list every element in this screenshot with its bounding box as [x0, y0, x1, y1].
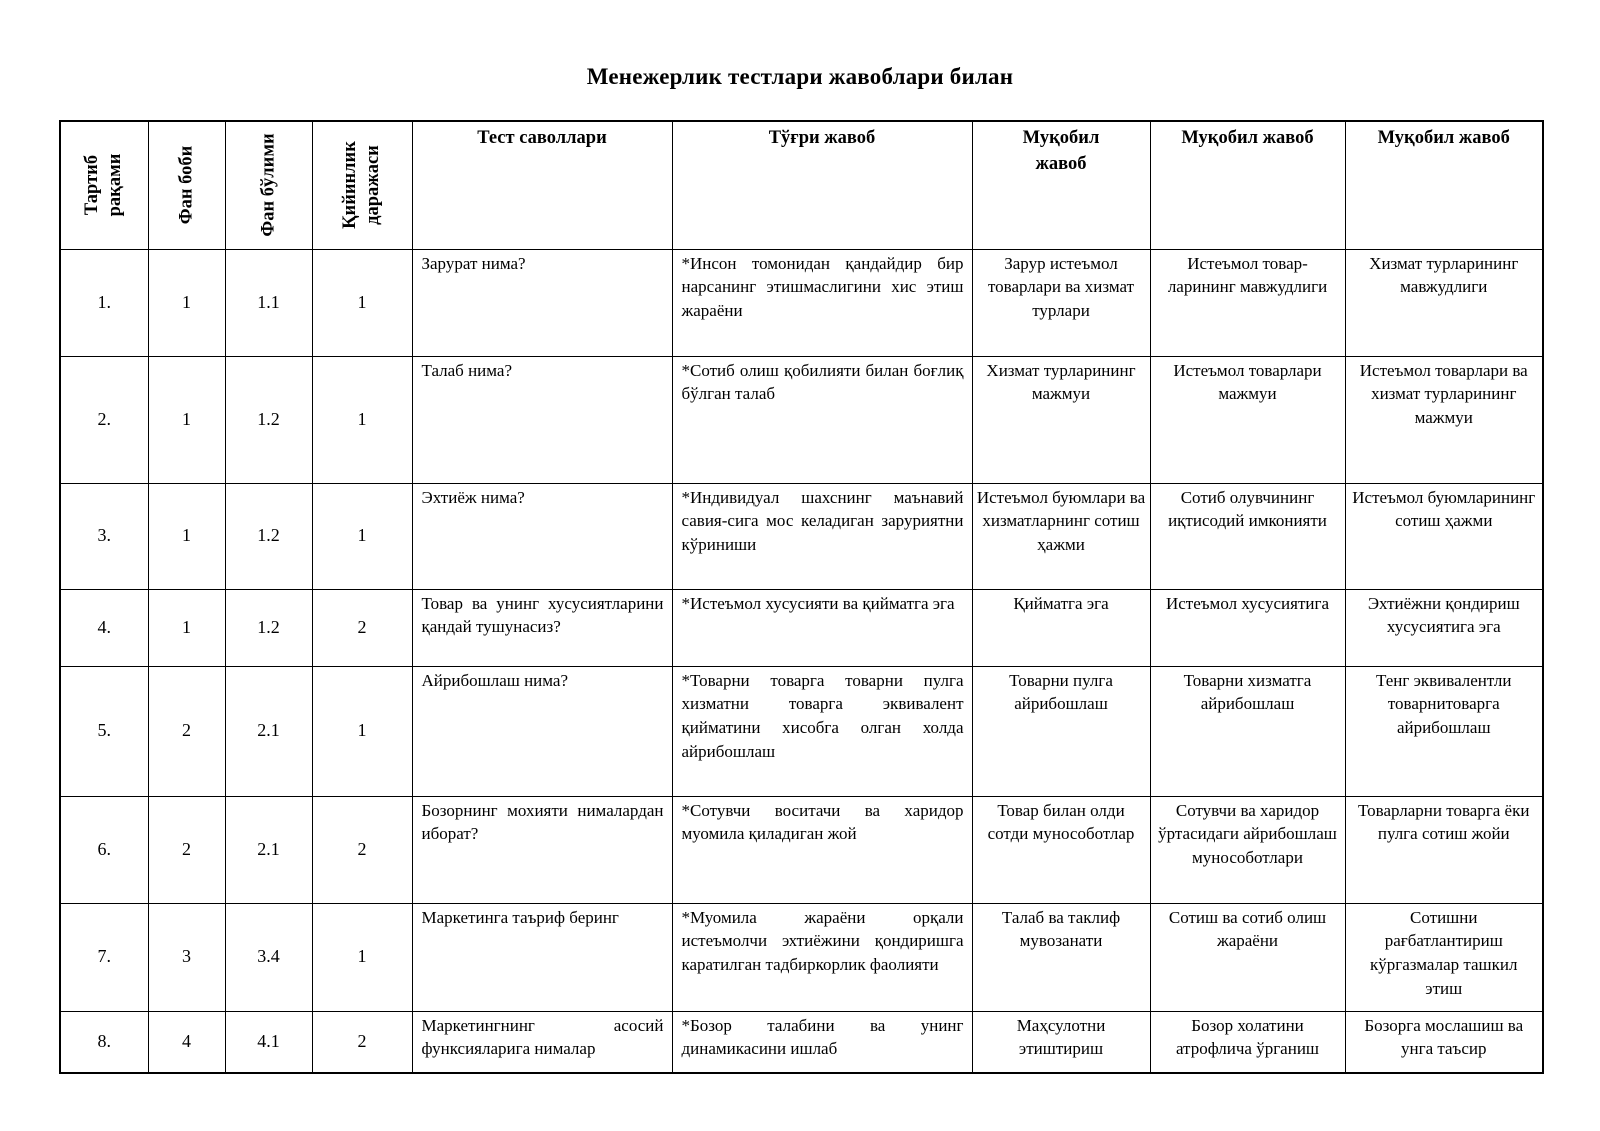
header-row [60, 121, 1543, 249]
cell-question: Товар ва унинг хусусиятларини қандай тушунасиз? [412, 589, 672, 666]
cell-subject-section: 1.2 [225, 483, 312, 589]
cell-subject-chapter: 1 [148, 356, 225, 483]
cell-alternative-answer-2: Бозор холатини атрофлича ўрганиш [1150, 1011, 1345, 1073]
table-header [60, 121, 1543, 249]
cell-alternative-answer-3: Эхтиёжни қондириш хусусиятига эга [1345, 589, 1543, 666]
header-order-number-label: Тартиб рақами [82, 153, 126, 217]
cell-question: Маркетинга таъриф беринг [412, 903, 672, 1011]
cell-subject-chapter: 2 [148, 796, 225, 903]
header-alternative-answer-2: Муқобил жавоб [1150, 121, 1345, 249]
cell-alternative-answer-3: Тенг эквивалентли товарнитоварга айрибошлаш [1345, 666, 1543, 796]
test-answers-table [59, 120, 1544, 1074]
table-row [60, 903, 1543, 1011]
cell-alternative-answer-1: Зарур истеъмол товарлари ва хизмат турлари [972, 249, 1150, 356]
cell-question: Бозорнинг мохияти нималардан иборат? [412, 796, 672, 903]
header-alternative-answer-1: Муқобил жавоб [972, 121, 1150, 249]
header-subject-section-label: Фан бўлими [257, 133, 278, 237]
header-difficulty-level [312, 121, 412, 249]
table-row [60, 483, 1543, 589]
cell-order-number: 5. [60, 666, 148, 796]
cell-alternative-answer-2: Истеъмол хусусиятига [1150, 589, 1345, 666]
table-row [60, 1011, 1543, 1073]
cell-question: Талаб нима? [412, 356, 672, 483]
cell-question: Маркетингнинг асосий функсияларига нималар [412, 1011, 672, 1073]
header-test-questions: Тест саволлари [412, 121, 672, 249]
cell-difficulty-level: 1 [312, 483, 412, 589]
header-order-number [60, 121, 148, 249]
header-subject-chapter-label: Фан боби [175, 145, 196, 225]
cell-alternative-answer-2: Товарни хизматга айрибошлаш [1150, 666, 1345, 796]
cell-correct-answer: *Инсон томонидан қандайдир бир нарсанинг этишмаслигини хис этиш жараёни [672, 249, 972, 356]
table-row [60, 249, 1543, 356]
cell-subject-section: 3.4 [225, 903, 312, 1011]
cell-order-number: 2. [60, 356, 148, 483]
cell-difficulty-level: 1 [312, 356, 412, 483]
cell-alternative-answer-1: Хизмат турларининг мажмуи [972, 356, 1150, 483]
cell-correct-answer: *Истеъмол хусусияти ва қийматга эга [672, 589, 972, 666]
table-row [60, 356, 1543, 483]
cell-subject-chapter: 1 [148, 589, 225, 666]
cell-correct-answer: *Индивидуал шахснинг маънавий савия-сига мос келадиган заруриятни кўриниши [672, 483, 972, 589]
cell-order-number: 4. [60, 589, 148, 666]
cell-alternative-answer-1: Истеъмол буюмлари ва хизматларнинг сотиш ҳажми [972, 483, 1150, 589]
cell-subject-chapter: 3 [148, 903, 225, 1011]
cell-alternative-answer-1: Талаб ва таклиф мувозанати [972, 903, 1150, 1011]
table-row [60, 589, 1543, 666]
cell-difficulty-level: 2 [312, 1011, 412, 1073]
header-subject-chapter [148, 121, 225, 249]
cell-alternative-answer-2: Истеъмол товарлари мажмуи [1150, 356, 1345, 483]
cell-alternative-answer-1: Маҳсулотни этиштириш [972, 1011, 1150, 1073]
cell-subject-chapter: 4 [148, 1011, 225, 1073]
cell-alternative-answer-3: Истеъмол буюмларининг сотиш ҳажми [1345, 483, 1543, 589]
table-body [60, 249, 1543, 1073]
cell-alternative-answer-3: Бозорга мослашиш ва унга таъсир [1345, 1011, 1543, 1073]
header-alternative-answer-3: Муқобил жавоб [1345, 121, 1543, 249]
cell-alternative-answer-3: Хизмат турларининг мавжудлиги [1345, 249, 1543, 356]
table-row [60, 796, 1543, 903]
cell-subject-section: 1.2 [225, 356, 312, 483]
cell-alternative-answer-2: Сотиш ва сотиб олиш жараёни [1150, 903, 1345, 1011]
cell-correct-answer: *Сотувчи воситачи ва харидор муомила қиладиган жой [672, 796, 972, 903]
cell-difficulty-level: 1 [312, 249, 412, 356]
cell-alternative-answer-2: Сотувчи ва харидор ўртасидаги айрибошлаш мунособотлари [1150, 796, 1345, 903]
cell-alternative-answer-3: Истеъмол товарлари ва хизмат турларининг мажмуи [1345, 356, 1543, 483]
cell-order-number: 1. [60, 249, 148, 356]
cell-difficulty-level: 2 [312, 589, 412, 666]
header-subject-section [225, 121, 312, 249]
header-correct-answer: Тўғри жавоб [672, 121, 972, 249]
cell-difficulty-level: 1 [312, 903, 412, 1011]
cell-subject-section: 4.1 [225, 1011, 312, 1073]
cell-order-number: 7. [60, 903, 148, 1011]
cell-correct-answer: *Муомила жараёни орқали истеъмолчи эхтиёжини қондиришга каратилган тадбиркорлик фаолияти [672, 903, 972, 1011]
cell-alternative-answer-1: Товарни пулга айрибошлаш [972, 666, 1150, 796]
cell-subject-chapter: 2 [148, 666, 225, 796]
cell-correct-answer: *Сотиб олиш қобилияти билан боғлиқ бўлган талаб [672, 356, 972, 483]
cell-difficulty-level: 1 [312, 666, 412, 796]
header-difficulty-level-label: Қийинлик даражаси [339, 141, 383, 230]
cell-difficulty-level: 2 [312, 796, 412, 903]
cell-subject-section: 1.1 [225, 249, 312, 356]
page-title: Менежерлик тестлари жавоблари билан [586, 64, 1014, 89]
cell-alternative-answer-1: Қийматга эга [972, 589, 1150, 666]
cell-order-number: 8. [60, 1011, 148, 1073]
cell-alternative-answer-2: Сотиб олувчининг иқтисодий имконияти [1150, 483, 1345, 589]
cell-subject-section: 1.2 [225, 589, 312, 666]
cell-question: Айрибошлаш нима? [412, 666, 672, 796]
cell-correct-answer: *Товарни товарга товарни пулга хизматни товарга эквивалент қийматини хисобга олган холда айрибошлаш [672, 666, 972, 796]
cell-subject-section: 2.1 [225, 796, 312, 903]
cell-alternative-answer-3: Сотишни рағбатлантириш кўргазмалар ташкил этиш [1345, 903, 1543, 1011]
cell-subject-chapter: 1 [148, 483, 225, 589]
cell-subject-chapter: 1 [148, 249, 225, 356]
cell-question: Зарурат нима? [412, 249, 672, 356]
cell-order-number: 6. [60, 796, 148, 903]
table-row [60, 666, 1543, 796]
cell-alternative-answer-3: Товарларни товарга ёки пулга сотиш жойи [1345, 796, 1543, 903]
cell-alternative-answer-1: Товар билан олди сотди мунособотлар [972, 796, 1150, 903]
cell-alternative-answer-2: Истеъмол товар-ларининг мавжудлиги [1150, 249, 1345, 356]
cell-question: Эхтиёж нима? [412, 483, 672, 589]
cell-order-number: 3. [60, 483, 148, 589]
cell-correct-answer: *Бозор талабини ва унинг динамикасини ишлаб [672, 1011, 972, 1073]
cell-subject-section: 2.1 [225, 666, 312, 796]
